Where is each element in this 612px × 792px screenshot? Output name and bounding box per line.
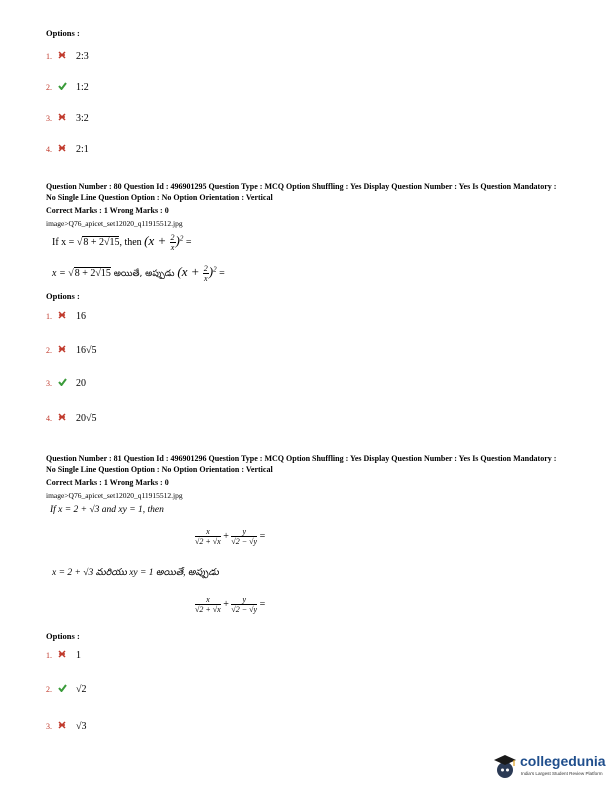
option-row: [46, 408, 97, 426]
eq-power: 2: [179, 234, 184, 243]
frac-numerator: y: [231, 527, 257, 537]
option-row: [46, 340, 97, 358]
cross-icon: [58, 408, 66, 426]
option-number: 2.: [46, 346, 52, 355]
eq-plus: +: [223, 530, 229, 542]
option-number: 4.: [46, 145, 52, 154]
brand-tagline: India's Largest Student Review Platform: [521, 771, 603, 776]
question-equation-telugu: x = √8 + 2√15 అయితే, అప్పుడు (x + $\frac{2}{x}$ )$^2$ =: [52, 264, 225, 284]
question-equation-english: If x = 2 + √3 and xy = 1, then: [50, 505, 164, 515]
option-text: 20√5: [76, 413, 97, 424]
fraction-expression: [195, 595, 265, 614]
options-label: Options :: [46, 631, 80, 641]
image-reference: image>Q76_apicet_set12020_q11915512.jpg: [46, 491, 183, 500]
option-number: 4.: [46, 414, 52, 423]
eq-text: x =: [52, 268, 69, 279]
option-row: [46, 108, 89, 126]
cross-icon: [58, 340, 66, 358]
option-row: [46, 645, 81, 663]
option-text: 1:2: [76, 82, 89, 93]
frac-numerator: 2: [203, 264, 208, 274]
option-row: [46, 77, 89, 95]
check-icon: [58, 373, 67, 391]
cross-icon: [58, 139, 66, 157]
frac-denominator: √2 − √y: [231, 605, 258, 614]
options-label: Options :: [46, 28, 80, 38]
eq-text: , then: [119, 237, 145, 248]
cross-icon: [58, 306, 66, 324]
options-label: Options :: [46, 291, 80, 301]
eq-root: 8 + 2√15: [74, 268, 111, 279]
frac-denominator: √2 + √x: [195, 605, 221, 614]
graduate-icon: [492, 751, 518, 781]
cross-icon: [58, 46, 66, 64]
option-row: [46, 139, 89, 157]
image-reference: image>Q76_apicet_set12020_q11915512.jpg: [46, 219, 183, 228]
option-number: 3.: [46, 379, 52, 388]
eq-root: 8 + 2√15: [83, 237, 120, 248]
question-equation-english: If x = √8 + 2√15, then (x + $\frac{2}{x}$ )$^2$ =: [52, 233, 192, 253]
option-text: 1: [76, 650, 81, 661]
eq-equals: =: [259, 598, 266, 610]
option-text: 20: [76, 378, 86, 389]
option-text: √3: [76, 721, 87, 732]
check-icon: [58, 679, 67, 697]
option-row: [46, 716, 87, 734]
eq-power: 2: [213, 265, 217, 274]
option-number: 3.: [46, 722, 52, 731]
option-text: 3:2: [76, 113, 89, 124]
brand-name: collegedunia: [520, 753, 606, 769]
frac-numerator: y: [231, 595, 257, 605]
frac-numerator: 2: [170, 233, 175, 243]
option-text: 16: [76, 311, 86, 322]
marks-line: Correct Marks : 1 Wrong Marks : 0: [46, 478, 169, 487]
check-icon: [58, 77, 67, 95]
question-equation-telugu: x = 2 + √3 మరియు xy = 1 అయితే, అప్పుడు: [52, 568, 219, 578]
option-row: [46, 373, 86, 391]
eq-text: If x =: [52, 237, 77, 248]
frac-denominator: x: [203, 274, 208, 284]
option-row: [46, 46, 89, 64]
option-row: [46, 306, 86, 324]
option-number: 3.: [46, 114, 52, 123]
cross-icon: [58, 108, 66, 126]
frac-numerator: x: [195, 527, 221, 537]
eq-telugu-words: అయితే, అప్పుడు: [110, 269, 178, 279]
frac-denominator: √2 − √y: [231, 537, 258, 546]
option-number: 2.: [46, 685, 52, 694]
question-header: Question Number : 81 Question Id : 496901296 Question Type : MCQ Option Shuffling : Yes Display Question Number : Yes Is Question Mandatory : No Single Line Question Option : No Option Orientation : Vertical: [46, 454, 557, 474]
frac-denominator: √2 + √x: [195, 537, 221, 546]
eq-equals: =: [183, 237, 192, 248]
option-row: [46, 679, 87, 697]
eq-paren: ): [208, 264, 214, 279]
option-number: 1.: [46, 52, 52, 61]
marks-line: Correct Marks : 1 Wrong Marks : 0: [46, 206, 169, 215]
option-text: 2:3: [76, 51, 89, 62]
option-text: √2: [76, 684, 87, 695]
eq-equals: =: [216, 268, 225, 279]
option-number: 1.: [46, 312, 52, 321]
option-number: 1.: [46, 651, 52, 660]
fraction-expression: [195, 527, 265, 546]
option-number: 2.: [46, 83, 52, 92]
cross-icon: [58, 645, 66, 663]
eq-paren: (x +: [177, 264, 203, 279]
frac-numerator: x: [195, 595, 221, 605]
eq-equals: =: [259, 530, 266, 542]
brand-logo: [492, 749, 610, 787]
eq-plus: +: [223, 598, 229, 610]
question-header: Question Number : 80 Question Id : 496901295 Question Type : MCQ Option Shuffling : Yes Display Question Number : Yes Is Question Mandatory : No Single Line Question Option : No Option Orientation : Vertical: [46, 182, 557, 202]
eq-paren: ): [175, 233, 180, 248]
option-text: 2:1: [76, 144, 89, 155]
cross-icon: [58, 716, 66, 734]
option-text: 16√5: [76, 345, 97, 356]
frac-denominator: x: [170, 243, 175, 253]
eq-paren: (x +: [144, 233, 170, 248]
